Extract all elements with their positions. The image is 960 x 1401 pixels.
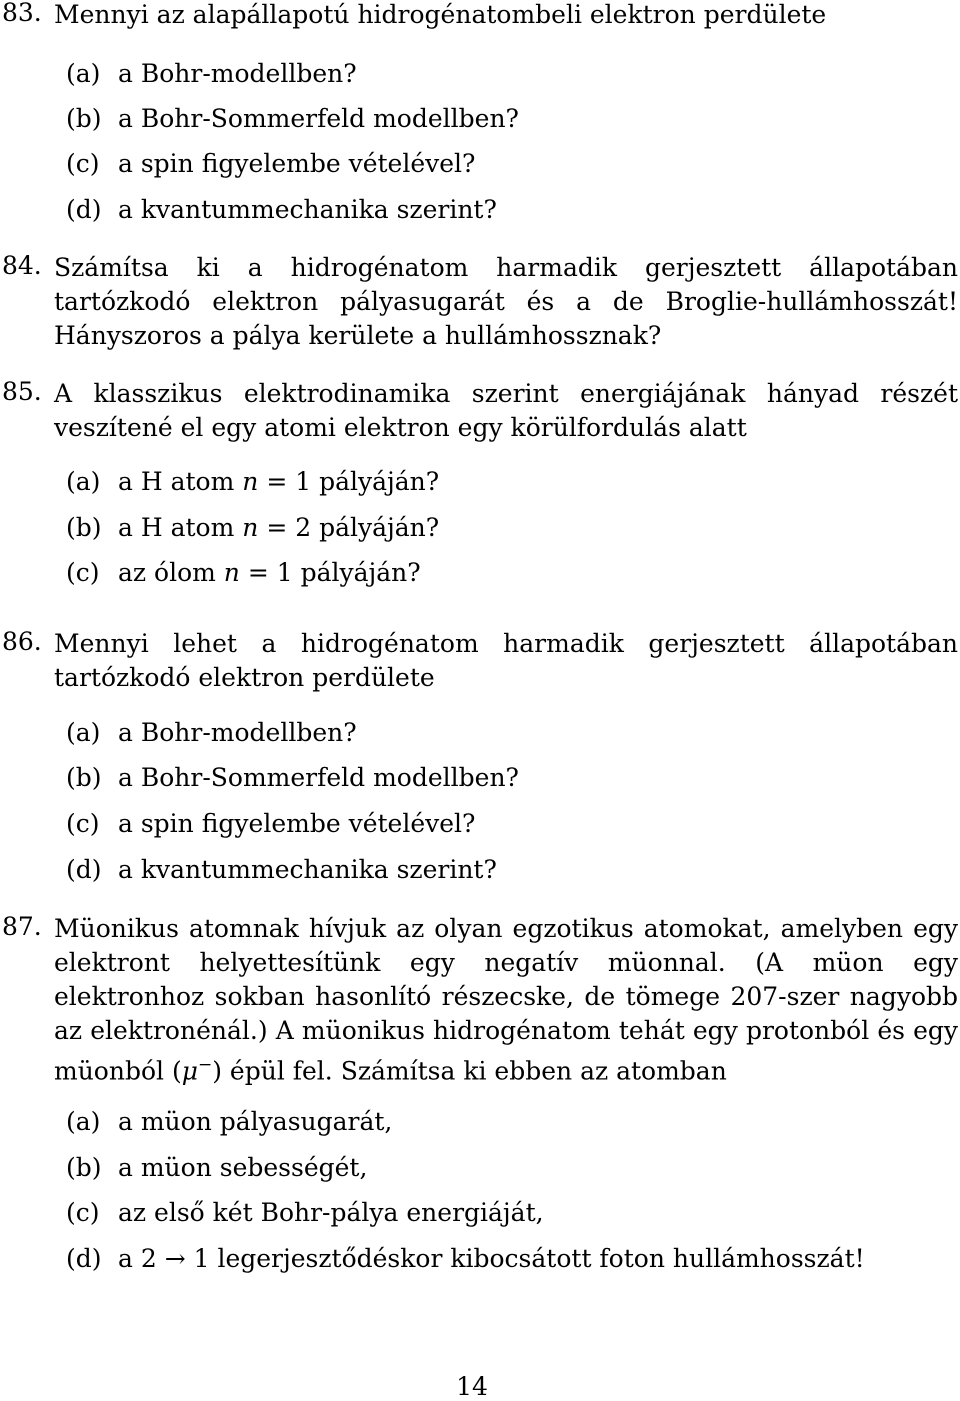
item-label: (b) (66, 1153, 102, 1182)
math-superscript: − (197, 1055, 213, 1075)
item-text: a kvantummechanika szerint? (118, 195, 497, 224)
list-item (66, 1107, 392, 1136)
item-text: a Bohr-modellben? (118, 718, 357, 747)
item-label: (d) (66, 1244, 102, 1273)
item-label: (a) (66, 1107, 101, 1136)
list-item (66, 195, 497, 224)
list-item (66, 149, 475, 178)
list-item (66, 1153, 367, 1182)
list-item (66, 718, 357, 747)
problem-text-pre: Müonikus atomnak hívjuk az olyan egzotikus atomokat, amelyben egy elektront helyettesítünk egy negatív müonnal. (A müon egy elektronhoz sokban hasonlító részecske, de tömege 207-szer nagyobb az elektronénál.) A müonikus hidrogénatom tehát egy protonból és egy müonból ( (54, 914, 958, 1086)
item-text-post: = 2 pályáján? (258, 513, 440, 542)
problem-number: 83. (2, 0, 42, 27)
item-text: a Bohr-Sommerfeld modellben? (118, 104, 519, 133)
problem-83 (0, 0, 958, 32)
problem-text: Mennyi lehet a hidrogénatom harmadik gerjesztett állapotában tartózkodó elektron perdülete (54, 629, 958, 692)
problem-84 (0, 251, 958, 353)
item-text-post: = 1 pályáján? (239, 558, 421, 587)
item-text: a müon pályasugarát, (118, 1107, 393, 1136)
item-text-pre: a H atom (118, 467, 243, 496)
item-label: (b) (66, 513, 102, 542)
item-label: (c) (66, 558, 100, 587)
item-text: a Bohr-modellben? (118, 59, 357, 88)
list-item (66, 513, 439, 542)
item-label: (c) (66, 1198, 100, 1227)
page-number: 14 (456, 1372, 488, 1401)
math-variable: n (223, 558, 240, 587)
list-item (66, 809, 475, 838)
list-item (66, 763, 519, 792)
item-text: a Bohr-Sommerfeld modellben? (118, 763, 519, 792)
item-label: (a) (66, 467, 101, 496)
problem-text-post: ) épül fel. Számítsa ki ebben az atomban (212, 1056, 727, 1086)
problem-86 (0, 627, 958, 695)
list-item (66, 1198, 544, 1227)
item-label: (b) (66, 104, 102, 133)
list-item (66, 855, 497, 884)
list-item (66, 59, 357, 88)
math-mu: μ (181, 1056, 198, 1086)
item-label: (a) (66, 718, 101, 747)
problem-text: A klasszikus elektrodinamika szerint energiájának hányad részét veszítené el egy atomi elektron egy körülfordulás alatt (54, 379, 958, 442)
list-item (66, 104, 519, 133)
item-label: (c) (66, 809, 100, 838)
item-text-pre: a H atom (118, 513, 243, 542)
problem-85 (0, 377, 958, 445)
list-item (66, 1244, 865, 1273)
item-text: a spin figyelembe vételével? (118, 809, 476, 838)
problem-number: 86. (2, 627, 42, 656)
problem-text: Számítsa ki a hidrogénatom harmadik gerjesztett állapotában tartózkodó elektron pályasugarát és a de Broglie-hullámhosszát! Hányszoros a pálya kerülete a hullámhossznak? (54, 253, 958, 350)
problem-number: 85. (2, 377, 42, 406)
item-label: (d) (66, 855, 102, 884)
problem-number: 87. (2, 912, 42, 941)
item-text-pre: az ólom (118, 558, 224, 587)
item-text: a müon sebességét, (118, 1153, 368, 1182)
math-variable: n (242, 513, 259, 542)
list-item (66, 467, 439, 496)
problem-text: Mennyi az alapállapotú hidrogénatombeli elektron perdülete (54, 0, 827, 29)
item-label: (d) (66, 195, 102, 224)
math-variable: n (242, 467, 259, 496)
item-label: (a) (66, 59, 101, 88)
list-item (66, 558, 421, 587)
item-text: a kvantummechanika szerint? (118, 855, 497, 884)
problem-87 (0, 912, 958, 1088)
item-text: a spin figyelembe vételével? (118, 149, 476, 178)
problem-number: 84. (2, 251, 42, 280)
item-text: a 2 → 1 legerjesztődéskor kibocsátott foton hullámhosszát! (118, 1244, 865, 1273)
item-label: (b) (66, 763, 102, 792)
item-text: az első két Bohr-pálya energiáját, (118, 1198, 544, 1227)
problem-text (54, 912, 958, 1088)
item-text-post: = 1 pályáján? (258, 467, 440, 496)
item-label: (c) (66, 149, 100, 178)
